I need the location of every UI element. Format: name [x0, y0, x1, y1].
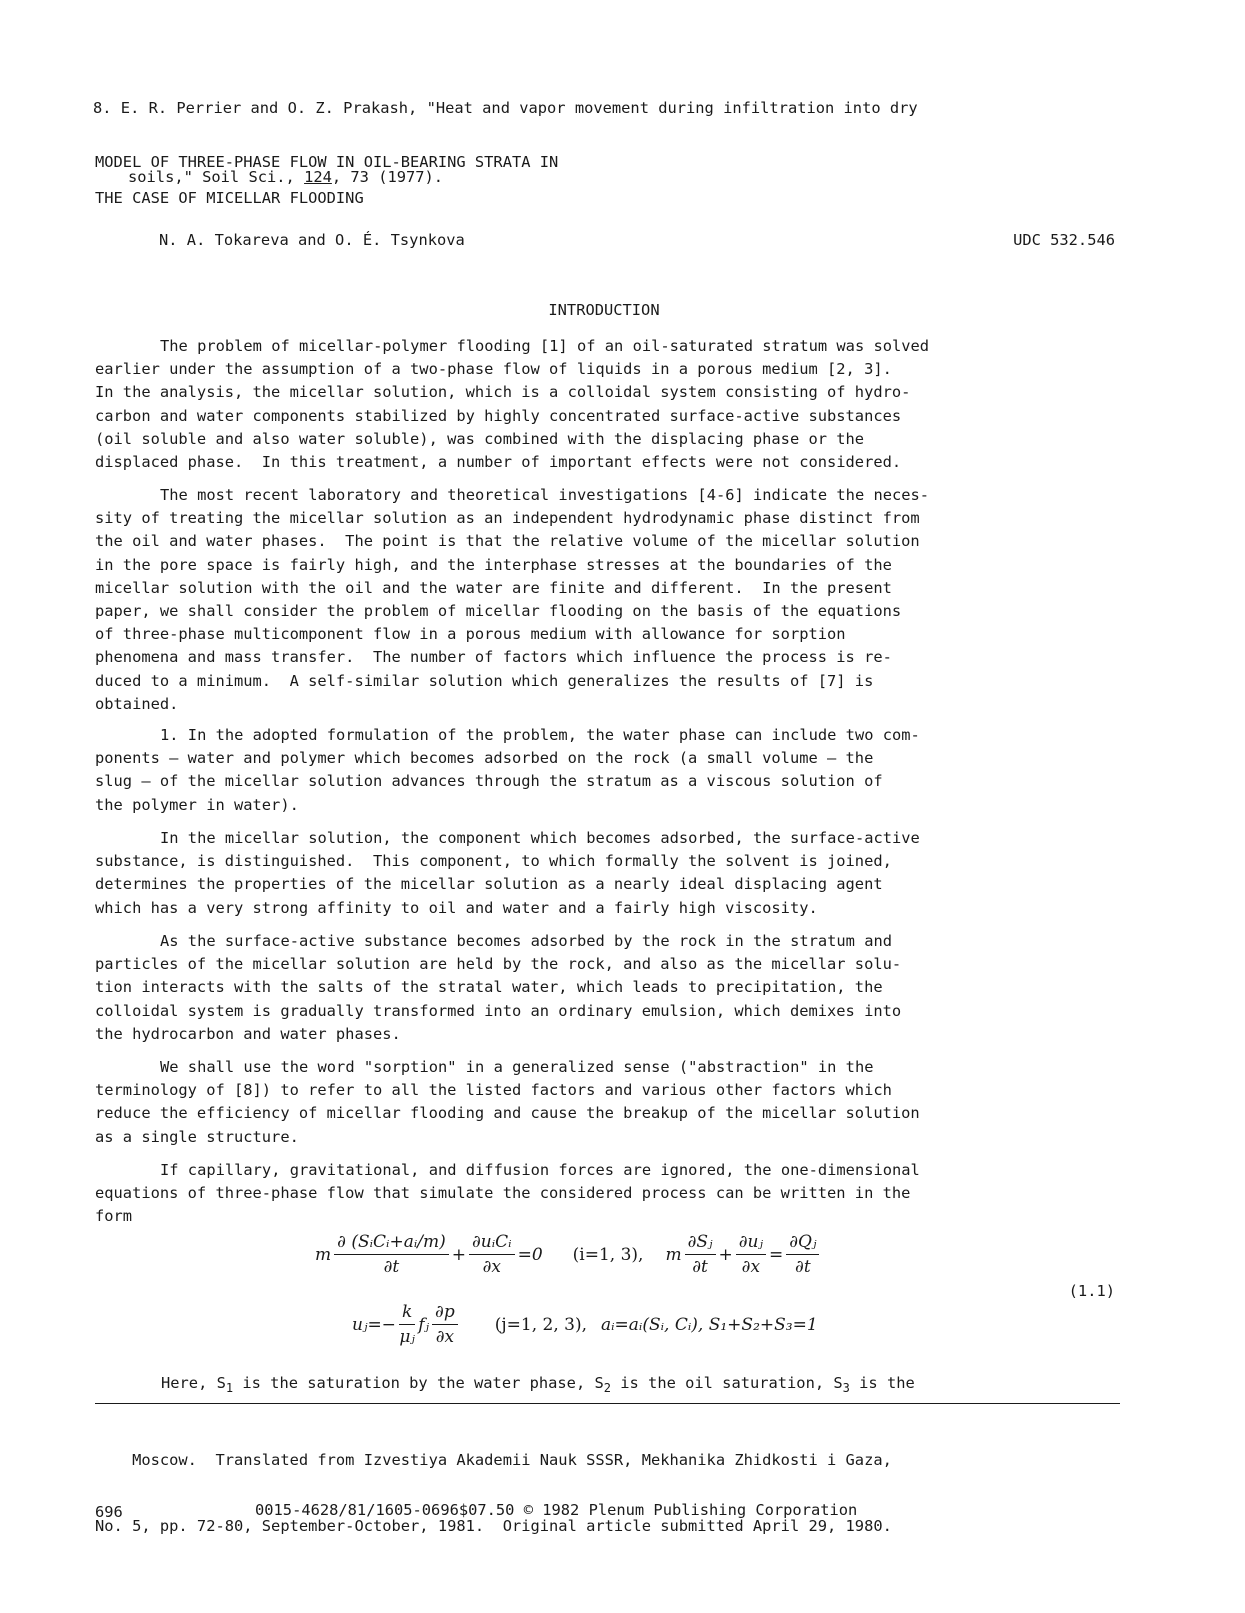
page-number: 696	[95, 1503, 123, 1521]
equation-fraction-4: $\frac{\text{∂uⱼ}}{\partial x}$	[736, 1232, 766, 1277]
equation-fraction-7: $\frac{\partial p}{\partial x}$	[432, 1302, 458, 1347]
paragraph-6: We shall use the word "sorption" in a generalized sense ("abstraction" in the terminology of [8]) to refer to all the listed factors and various other factors which reduce the efficiency of micellar flooding and cause the breakup of the micellar solution as a single structure.	[95, 1058, 920, 1146]
equation-fraction-1: $\frac{\text{∂ (SᵢCᵢ+aᵢ/m)}}{\partial t}$	[334, 1232, 449, 1277]
publisher-code: 0015-4628/81/1605-0696$07.50 © 1982 Plenum Publishing Corporation	[255, 1501, 858, 1519]
paragraph-4: In the micellar solution, the component which becomes adsorbed, the surface-active substance, is distinguished. This component, to which formally the solvent is joined, determines the properties of the micellar solution as a nearly ideal displacing agent which has a very strong affinity to oil and water and a fairly high viscosity.	[95, 829, 920, 917]
paragraph-3: 1. In the adopted formulation of the problem, the water phase can include two com- ponents — water and polymer which becomes adsorbed on the rock (a small volume — the slug — of the micellar solution advances through the stratum as a viscous solution of the polymer in water).	[95, 726, 920, 814]
article-title-line1: MODEL OF THREE-PHASE FLOW IN OIL-BEARING STRATA IN	[95, 153, 559, 171]
paragraph-5: As the surface-active substance becomes adsorbed by the rock in the stratum and particles of the micellar solution are held by the rock, and also as the micellar solu- tion interacts with the salts of the stratal water, which leads to precipitation, the colloidal system is gradually transformed into an ordinary emulsion, which demixes into the hydrocarbon and water phases.	[95, 932, 902, 1043]
article-title-line2: THE CASE OF MICELLAR FLOODING	[95, 189, 364, 207]
section-heading: INTRODUCTION	[548, 301, 660, 319]
equation-line-2: uⱼ=− $\frac{k}{\text{μⱼ}}$ fⱼ $\frac{\partial p}{\partial x}$ (j=1, 2, 3), aᵢ=aᵢ(Sᵢ, Cᵢ), S₁+S₂+S₃=1	[352, 1302, 818, 1347]
paragraph-2: The most recent laboratory and theoretical investigations [4-6] indicate the neces- sity of treating the micellar solution as an independent hydrodynamic phase distinct from the oil and water phases. The point is that the relative volume of the micellar solution in the pore space is fairly high, and the interphase stresses at the boundaries of the micellar solution with the oil and the water are finite and different. In the present paper, we shall consider the problem of micellar flooding on the basis of the equations of three-phase multicomponent flow in a porous medium with allowance for sorption phenomena and mass transfer. The number of factors which influence the process is re- duced to a minimum. A self-similar solution which generalizes the results of [7] is obtained.	[95, 486, 930, 713]
equation-fraction-6: $\frac{k}{\text{μⱼ}}$	[399, 1302, 415, 1347]
equation-fraction-5: $\frac{\text{∂Qⱼ}}{\partial t}$	[786, 1232, 819, 1277]
authors: N. A. Tokareva and O. É. Tsynkova	[159, 231, 465, 249]
reference-8-volume: 124	[304, 168, 332, 186]
reference-8-line1: 8. E. R. Perrier and O. Z. Prakash, "Heat and vapor movement during infiltration into dry	[93, 99, 918, 117]
paragraph-1: The problem of micellar-polymer flooding [1] of an oil-saturated stratum was solved earlier under the assumption of a two-phase flow of liquids in a porous medium [2, 3]. In the analysis, the micellar solution, which is a colloidal system consisting of hydro- carbon and water components stabilized by highly concentrated surface-active substances (oil soluble and also water soluble), was combined with the displacing phase or the displaced phase. In this treatment, a number of important effects were not considered.	[95, 337, 930, 472]
paragraph-7: If capillary, gravitational, and diffusion forces are ignored, the one-dimensional equations of three-phase flow that simulate the considered process can be written in the form	[95, 1161, 920, 1226]
reference-8-line2: soils," Soil Sci., 124, 73 (1977).	[128, 168, 444, 186]
equation-number: (1.1)	[1068, 1282, 1115, 1300]
last-body-line: Here, $S_1$ is the saturation by the water phase, $S_2$ is the oil saturation, $S_3$ is the	[161, 1374, 915, 1395]
udc-code: UDC 532.546	[1013, 231, 1115, 249]
footnote-divider	[95, 1403, 1120, 1404]
equation-line-1: m $\frac{\text{∂ (SᵢCᵢ+aᵢ/m)}}{\partial t}$ + $\frac{\text{∂uᵢCᵢ}}{\partial x}$ =0 (i=1, 3), m $\frac{\text{∂Sⱼ}}{\partial t}$ + $\frac{\text{∂uⱼ}}{\partial x}$ = $\frac{\text{∂Qⱼ}}{\partial t}$	[315, 1232, 822, 1277]
equation-fraction-3: $\frac{\text{∂Sⱼ}}{\partial t}$	[685, 1232, 716, 1277]
equation-fraction-2: $\frac{\text{∂uᵢCᵢ}}{\partial x}$	[469, 1232, 515, 1277]
footnote: Moscow. Translated from Izvestiya Akademii Nauk SSSR, Mekhanika Zhidkosti i Gaza, No. 5, pp. 72-80, September-October, 1981. Original article submitted April 29, 1980.	[95, 1451, 892, 1535]
